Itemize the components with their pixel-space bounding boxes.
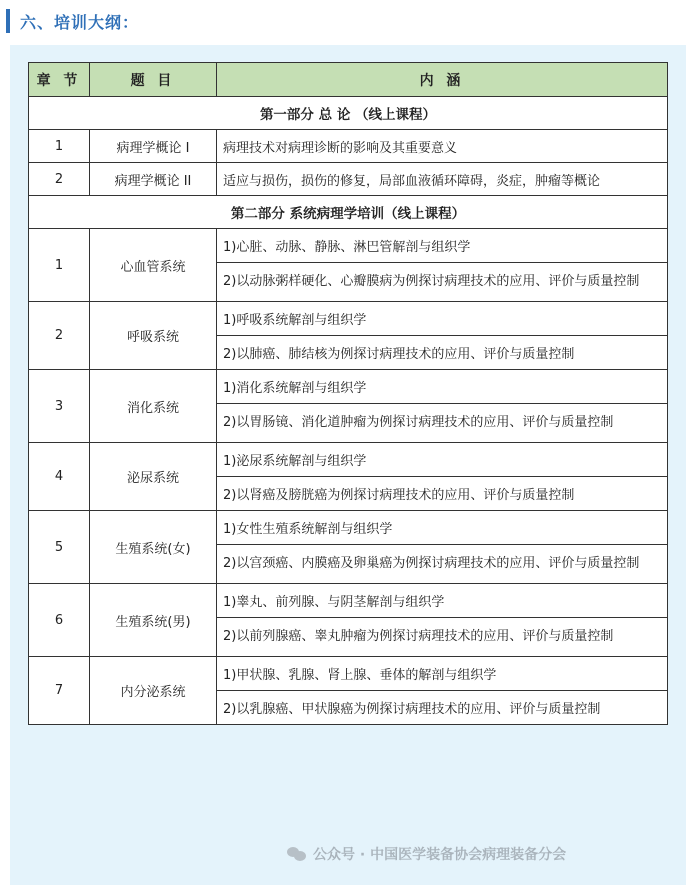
row-content-item: 1)睾丸、前列腺、与阴茎解剖与组织学 [217,584,668,618]
row-content-item: 2)以动脉粥样硬化、心瓣膜病为例探讨病理技术的应用、评价与质量控制 [217,263,668,302]
row-content: 适应与损伤，损伤的修复，局部血液循环障碍，炎症，肿瘤等概论 [217,163,668,196]
section-row [29,196,668,229]
row-number: 7 [29,657,90,725]
row-number: 1 [29,130,90,163]
content-panel [10,45,686,885]
row-content: 病理技术对病理诊断的影响及其重要意义 [217,130,668,163]
row-topic: 消化系统 [90,370,217,443]
row-number: 6 [29,584,90,657]
row-content-item: 2)以宫颈癌、内膜癌及卵巢癌为例探讨病理技术的应用、评价与质量控制 [217,545,668,584]
row-content-item: 2)以肺癌、肺结核为例探讨病理技术的应用、评价与质量控制 [217,336,668,370]
row-topic: 泌尿系统 [90,443,217,511]
row-number: 2 [29,302,90,370]
row-content-item: 2)以胃肠镜、消化道肿瘤为例探讨病理技术的应用、评价与质量控制 [217,404,668,443]
table-row [29,229,668,263]
section-row [29,97,668,130]
table-row [29,163,668,196]
row-content-item: 1)消化系统解剖与组织学 [217,370,668,404]
table-row [29,584,668,618]
row-number: 2 [29,163,90,196]
section-title: 第二部分 系统病理学培训（线上课程） [29,196,668,229]
section-heading [6,6,139,36]
row-number: 4 [29,443,90,511]
header-chapter: 章 节 [29,63,90,97]
row-topic: 病理学概论 I [90,130,217,163]
syllabus-table [28,62,668,725]
table-row [29,443,668,477]
heading-accent-bar [6,9,10,33]
wechat-icon [287,847,307,861]
row-content-item: 1)甲状腺、乳腺、肾上腺、垂体的解剖与组织学 [217,657,668,691]
row-number: 3 [29,370,90,443]
row-content-item: 1)泌尿系统解剖与组织学 [217,443,668,477]
row-topic: 生殖系统(男) [90,584,217,657]
row-content-item: 1)呼吸系统解剖与组织学 [217,302,668,336]
table-row [29,657,668,691]
row-topic: 生殖系统(女) [90,511,217,584]
row-topic: 病理学概论 II [90,163,217,196]
table-row [29,130,668,163]
row-content-item: 1)女性生殖系统解剖与组织学 [217,511,668,545]
row-content-item: 2)以肾癌及膀胱癌为例探讨病理技术的应用、评价与质量控制 [217,477,668,511]
header-content: 内 涵 [217,63,668,97]
table-row [29,370,668,404]
watermark [287,844,566,864]
row-content-item: 2)以乳腺癌、甲状腺癌为例探讨病理技术的应用、评价与质量控制 [217,691,668,725]
row-number: 5 [29,511,90,584]
watermark-text: 公众号 · 中国医学装备协会病理装备分会 [313,847,567,863]
header-topic: 题 目 [90,63,217,97]
table-row [29,302,668,336]
table-header-row [29,63,668,97]
table-row [29,511,668,545]
row-content-item: 1)心脏、动脉、静脉、淋巴管解剖与组织学 [217,229,668,263]
row-number: 1 [29,229,90,302]
heading-text: 六、培训大纲： [20,12,140,32]
section-title: 第一部分 总 论 （线上课程） [29,97,668,130]
row-topic: 内分泌系统 [90,657,217,725]
row-topic: 心血管系统 [90,229,217,302]
row-content-item: 2)以前列腺癌、睾丸肿瘤为例探讨病理技术的应用、评价与质量控制 [217,618,668,657]
row-topic: 呼吸系统 [90,302,217,370]
